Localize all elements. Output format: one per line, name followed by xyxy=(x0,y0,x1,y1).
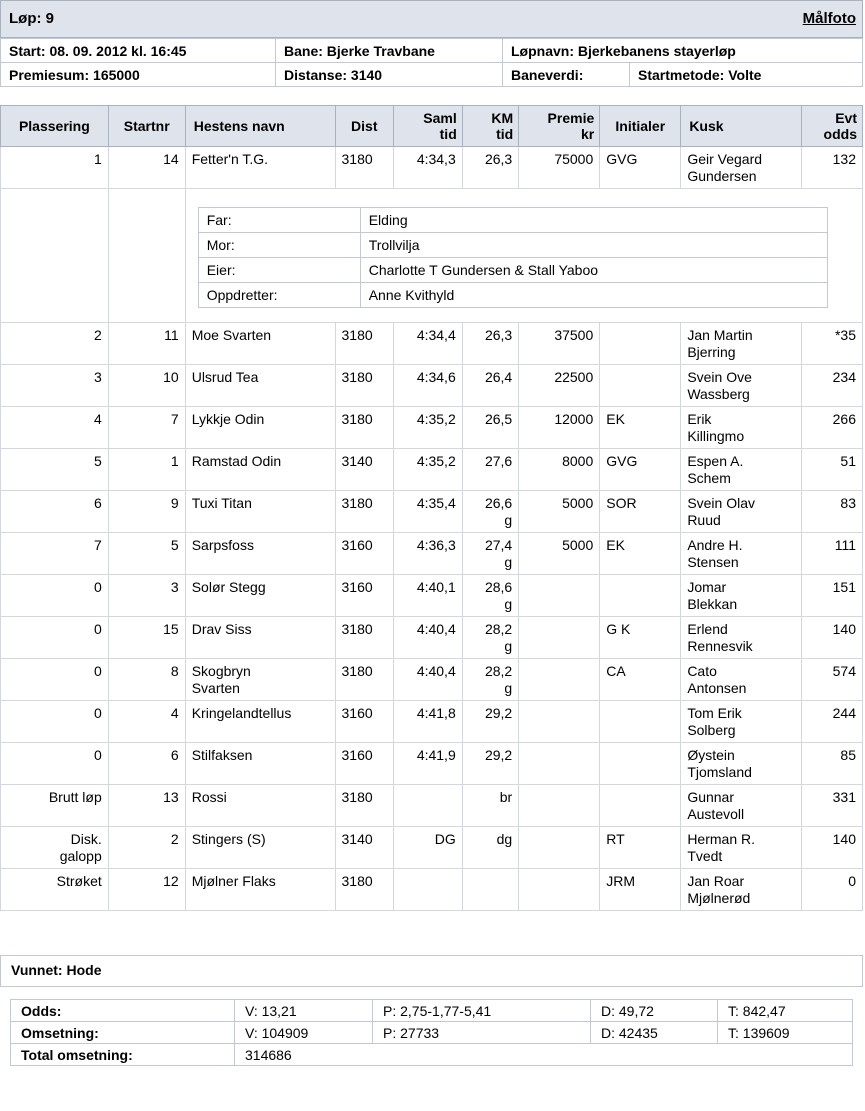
total-time-cell: 4:36,3 xyxy=(394,533,463,575)
distance: Distanse: 3140 xyxy=(276,63,503,87)
turnover-row xyxy=(11,1022,853,1044)
col-evt-odds: Evt odds xyxy=(802,106,863,147)
distance-cell: 3160 xyxy=(335,743,393,785)
driver-cell: Øystein Tjomsland xyxy=(681,743,802,785)
placement-cell: 6 xyxy=(1,491,109,533)
odds-cell: 140 xyxy=(802,827,863,869)
horse-name-cell: Rossi xyxy=(185,785,335,827)
prize-cell: 22500 xyxy=(519,365,600,407)
total-time-cell: 4:40,1 xyxy=(394,575,463,617)
pedigree-label: Far: xyxy=(198,208,360,233)
odds-cell: *35 xyxy=(802,323,863,365)
col-hestens-navn: Hestens navn xyxy=(185,106,335,147)
pedigree-table xyxy=(198,207,828,308)
km-time-cell: 26,6 g xyxy=(462,491,518,533)
horse-name-cell: Tuxi Titan xyxy=(185,491,335,533)
col-initialer: Initialer xyxy=(600,106,681,147)
total-time-cell: 4:34,6 xyxy=(394,365,463,407)
km-time-cell: 29,2 xyxy=(462,701,518,743)
horse-name-cell: Skogbryn Svarten xyxy=(185,659,335,701)
prize-cell: 75000 xyxy=(519,147,600,189)
prize-cell xyxy=(519,785,600,827)
winning-margin xyxy=(0,955,863,987)
total-time-cell: 4:41,9 xyxy=(394,743,463,785)
table-row xyxy=(1,701,863,743)
horse-name-cell: Moe Svarten xyxy=(185,323,335,365)
col-premie: Premie kr xyxy=(519,106,600,147)
pedigree-entry xyxy=(198,258,827,283)
total-time-cell: 4:40,4 xyxy=(394,659,463,701)
total-time-cell: 4:40,4 xyxy=(394,617,463,659)
odds-cell: 0 xyxy=(802,869,863,911)
km-time-cell: 29,2 xyxy=(462,743,518,785)
table-row xyxy=(1,407,863,449)
odds-vinner: V: 13,21 xyxy=(235,1000,373,1022)
driver-cell: Erlend Rennesvik xyxy=(681,617,802,659)
table-row xyxy=(1,533,863,575)
initials-cell: RT xyxy=(600,827,681,869)
pedigree-value: Elding xyxy=(360,208,827,233)
odds-cell: 83 xyxy=(802,491,863,533)
start-number-cell: 8 xyxy=(108,659,185,701)
pedigree-value: Trollvilja xyxy=(360,233,827,258)
col-dist: Dist xyxy=(335,106,393,147)
pedigree-entry xyxy=(198,208,827,233)
distance-cell: 3160 xyxy=(335,533,393,575)
initials-cell: GVG xyxy=(600,449,681,491)
total-turnover-row xyxy=(11,1044,853,1066)
horse-name-cell: Stingers (S) xyxy=(185,827,335,869)
prize-cell xyxy=(519,701,600,743)
race-header xyxy=(0,0,863,38)
pedigree-label: Oppdretter: xyxy=(198,283,360,308)
km-time-cell: 27,6 xyxy=(462,449,518,491)
results-body xyxy=(1,147,863,911)
prize-sum: Premiesum: 165000 xyxy=(1,63,276,87)
pedigree-entry xyxy=(198,283,827,308)
prize-cell: 5000 xyxy=(519,533,600,575)
turnover-duo: D: 42435 xyxy=(591,1022,718,1044)
distance-cell: 3140 xyxy=(335,449,393,491)
placement-cell: 0 xyxy=(1,701,109,743)
distance-cell: 3160 xyxy=(335,701,393,743)
km-time-cell: br xyxy=(462,785,518,827)
distance-cell: 3180 xyxy=(335,869,393,911)
table-row xyxy=(1,147,863,189)
prize-cell: 5000 xyxy=(519,491,600,533)
start-number-cell: 12 xyxy=(108,869,185,911)
start-number-cell: 7 xyxy=(108,407,185,449)
col-startnr: Startnr xyxy=(108,106,185,147)
total-time-cell xyxy=(394,869,463,911)
results-table xyxy=(0,105,863,911)
initials-cell: EK xyxy=(600,407,681,449)
odds-cell: 51 xyxy=(802,449,863,491)
odds-cell: 85 xyxy=(802,743,863,785)
initials-cell: GVG xyxy=(600,147,681,189)
pedigree-cell xyxy=(185,189,862,323)
odds-cell: 140 xyxy=(802,617,863,659)
odds-trio: T: 842,47 xyxy=(718,1000,853,1022)
odds-cell: 244 xyxy=(802,701,863,743)
table-row xyxy=(1,575,863,617)
pedigree-value: Charlotte T Gundersen & Stall Yaboo xyxy=(360,258,827,283)
driver-cell: Espen A. Schem xyxy=(681,449,802,491)
horse-name-cell: Kringelandtellus xyxy=(185,701,335,743)
driver-cell: Jan Roar Mjølnerød xyxy=(681,869,802,911)
odds-cell: 574 xyxy=(802,659,863,701)
placement-cell: 7 xyxy=(1,533,109,575)
initials-cell xyxy=(600,701,681,743)
prize-cell xyxy=(519,827,600,869)
start-number-cell: 1 xyxy=(108,449,185,491)
race-name: Løpnavn: Bjerkebanens stayerløp xyxy=(503,39,863,63)
turnover-vinner: V: 104909 xyxy=(235,1022,373,1044)
betting-summary-table xyxy=(10,999,853,1066)
initials-cell xyxy=(600,743,681,785)
prize-cell: 8000 xyxy=(519,449,600,491)
race-info-table xyxy=(0,38,863,87)
horse-name-cell: Mjølner Flaks xyxy=(185,869,335,911)
total-turnover-label: Total omsetning: xyxy=(11,1044,235,1066)
distance-cell: 3180 xyxy=(335,617,393,659)
placement-cell: 4 xyxy=(1,407,109,449)
total-time-cell: 4:35,2 xyxy=(394,449,463,491)
horse-name-cell: Solør Stegg xyxy=(185,575,335,617)
total-time-cell xyxy=(394,785,463,827)
km-time-cell: 26,3 xyxy=(462,147,518,189)
track-value: Baneverdi: xyxy=(503,63,630,87)
initials-cell xyxy=(600,365,681,407)
start-number-cell: 10 xyxy=(108,365,185,407)
turnover-label: Omsetning: xyxy=(11,1022,235,1044)
initials-cell: SOR xyxy=(600,491,681,533)
distance-cell: 3180 xyxy=(335,785,393,827)
driver-cell: Jomar Blekkan xyxy=(681,575,802,617)
km-time-cell: 27,4 g xyxy=(462,533,518,575)
initials-cell xyxy=(600,785,681,827)
driver-cell: Jan Martin Bjerring xyxy=(681,323,802,365)
distance-cell: 3180 xyxy=(335,659,393,701)
table-row xyxy=(1,449,863,491)
col-kusk: Kusk xyxy=(681,106,802,147)
odds-plass: P: 2,75-1,77-5,41 xyxy=(373,1000,591,1022)
odds-cell: 266 xyxy=(802,407,863,449)
distance-cell: 3180 xyxy=(335,407,393,449)
driver-cell: Andre H. Stensen xyxy=(681,533,802,575)
distance-cell: 3180 xyxy=(335,323,393,365)
placement-cell: 0 xyxy=(1,659,109,701)
placement-cell: 1 xyxy=(1,147,109,189)
placement-cell: Brutt løp xyxy=(1,785,109,827)
driver-cell: Gunnar Austevoll xyxy=(681,785,802,827)
horse-name-cell: Ulsrud Tea xyxy=(185,365,335,407)
prize-cell: 37500 xyxy=(519,323,600,365)
start-number-cell: 2 xyxy=(108,827,185,869)
total-time-cell: 4:35,2 xyxy=(394,407,463,449)
prize-cell xyxy=(519,575,600,617)
pedigree-value: Anne Kvithyld xyxy=(360,283,827,308)
table-row xyxy=(1,743,863,785)
km-time-cell: 28,2 g xyxy=(462,659,518,701)
col-km-tid: KM tid xyxy=(462,106,518,147)
initials-cell: CA xyxy=(600,659,681,701)
prize-cell xyxy=(519,617,600,659)
placement-cell: 5 xyxy=(1,449,109,491)
photo-finish-link[interactable]: Målfoto xyxy=(802,10,856,27)
distance-cell: 3180 xyxy=(335,147,393,189)
driver-cell: Erik Killingmo xyxy=(681,407,802,449)
km-time-cell: 26,3 xyxy=(462,323,518,365)
driver-cell: Herman R. Tvedt xyxy=(681,827,802,869)
start-number-cell: 4 xyxy=(108,701,185,743)
placement-cell: 3 xyxy=(1,365,109,407)
odds-cell: 151 xyxy=(802,575,863,617)
results-header-row xyxy=(1,106,863,147)
total-turnover-value: 314686 xyxy=(235,1044,853,1066)
start-number-cell: 6 xyxy=(108,743,185,785)
initials-cell xyxy=(600,323,681,365)
table-row xyxy=(1,827,863,869)
start-number-cell: 5 xyxy=(108,533,185,575)
driver-cell: Svein Ove Wassberg xyxy=(681,365,802,407)
placement-cell: Disk. galopp xyxy=(1,827,109,869)
km-time-cell: 28,6 g xyxy=(462,575,518,617)
horse-name-cell: Ramstad Odin xyxy=(185,449,335,491)
placement-cell: 0 xyxy=(1,743,109,785)
driver-cell: Geir Vegard Gundersen xyxy=(681,147,802,189)
table-row xyxy=(1,785,863,827)
pedigree-row xyxy=(1,189,863,323)
turnover-trio: T: 139609 xyxy=(718,1022,853,1044)
horse-name-cell: Lykkje Odin xyxy=(185,407,335,449)
initials-cell xyxy=(600,575,681,617)
horse-name-cell: Stilfaksen xyxy=(185,743,335,785)
km-time-cell: 28,2 g xyxy=(462,617,518,659)
total-time-cell: 4:41,8 xyxy=(394,701,463,743)
table-row xyxy=(1,365,863,407)
total-time-cell: 4:35,4 xyxy=(394,491,463,533)
prize-cell xyxy=(519,743,600,785)
odds-row xyxy=(11,1000,853,1022)
prize-cell xyxy=(519,869,600,911)
col-plassering: Plassering xyxy=(1,106,109,147)
prize-cell: 12000 xyxy=(519,407,600,449)
horse-name-cell: Sarpsfoss xyxy=(185,533,335,575)
horse-name-cell: Fetter'n T.G. xyxy=(185,147,335,189)
col-saml-tid: Saml tid xyxy=(394,106,463,147)
start-number-cell: 13 xyxy=(108,785,185,827)
table-row xyxy=(1,659,863,701)
placement-cell: 0 xyxy=(1,575,109,617)
distance-cell: 3140 xyxy=(335,827,393,869)
total-time-cell: 4:34,4 xyxy=(394,323,463,365)
initials-cell: JRM xyxy=(600,869,681,911)
driver-cell: Cato Antonsen xyxy=(681,659,802,701)
km-time-cell xyxy=(462,869,518,911)
odds-duo: D: 49,72 xyxy=(591,1000,718,1022)
start-time: Start: 08. 09. 2012 kl. 16:45 xyxy=(1,39,276,63)
start-number-cell: 15 xyxy=(108,617,185,659)
start-number-cell: 11 xyxy=(108,323,185,365)
placement-cell: 2 xyxy=(1,323,109,365)
driver-cell: Tom Erik Solberg xyxy=(681,701,802,743)
start-number-cell: 3 xyxy=(108,575,185,617)
total-time-cell: 4:34,3 xyxy=(394,147,463,189)
km-time-cell: 26,5 xyxy=(462,407,518,449)
prize-cell xyxy=(519,659,600,701)
odds-cell: 331 xyxy=(802,785,863,827)
table-row xyxy=(1,323,863,365)
distance-cell: 3180 xyxy=(335,491,393,533)
pedigree-label: Mor: xyxy=(198,233,360,258)
odds-cell: 234 xyxy=(802,365,863,407)
pedigree-entry xyxy=(198,233,827,258)
table-row xyxy=(1,869,863,911)
km-time-cell: 26,4 xyxy=(462,365,518,407)
track: Bane: Bjerke Travbane xyxy=(276,39,503,63)
start-number-cell: 14 xyxy=(108,147,185,189)
pedigree-label: Eier: xyxy=(198,258,360,283)
race-title: Løp: 9 xyxy=(9,10,54,27)
initials-cell: G K xyxy=(600,617,681,659)
km-time-cell: dg xyxy=(462,827,518,869)
start-method: Startmetode: Volte xyxy=(630,63,863,87)
table-row xyxy=(1,491,863,533)
driver-cell: Svein Olav Ruud xyxy=(681,491,802,533)
distance-cell: 3160 xyxy=(335,575,393,617)
turnover-plass: P: 27733 xyxy=(373,1022,591,1044)
start-number-cell: 9 xyxy=(108,491,185,533)
placement-cell: Strøket xyxy=(1,869,109,911)
odds-cell: 111 xyxy=(802,533,863,575)
table-row xyxy=(1,617,863,659)
distance-cell: 3180 xyxy=(335,365,393,407)
horse-name-cell: Drav Siss xyxy=(185,617,335,659)
odds-cell: 132 xyxy=(802,147,863,189)
total-time-cell: DG xyxy=(394,827,463,869)
odds-label: Odds: xyxy=(11,1000,235,1022)
initials-cell: EK xyxy=(600,533,681,575)
placement-cell: 0 xyxy=(1,617,109,659)
winning-margin-text: Vunnet: Hode xyxy=(11,962,102,978)
